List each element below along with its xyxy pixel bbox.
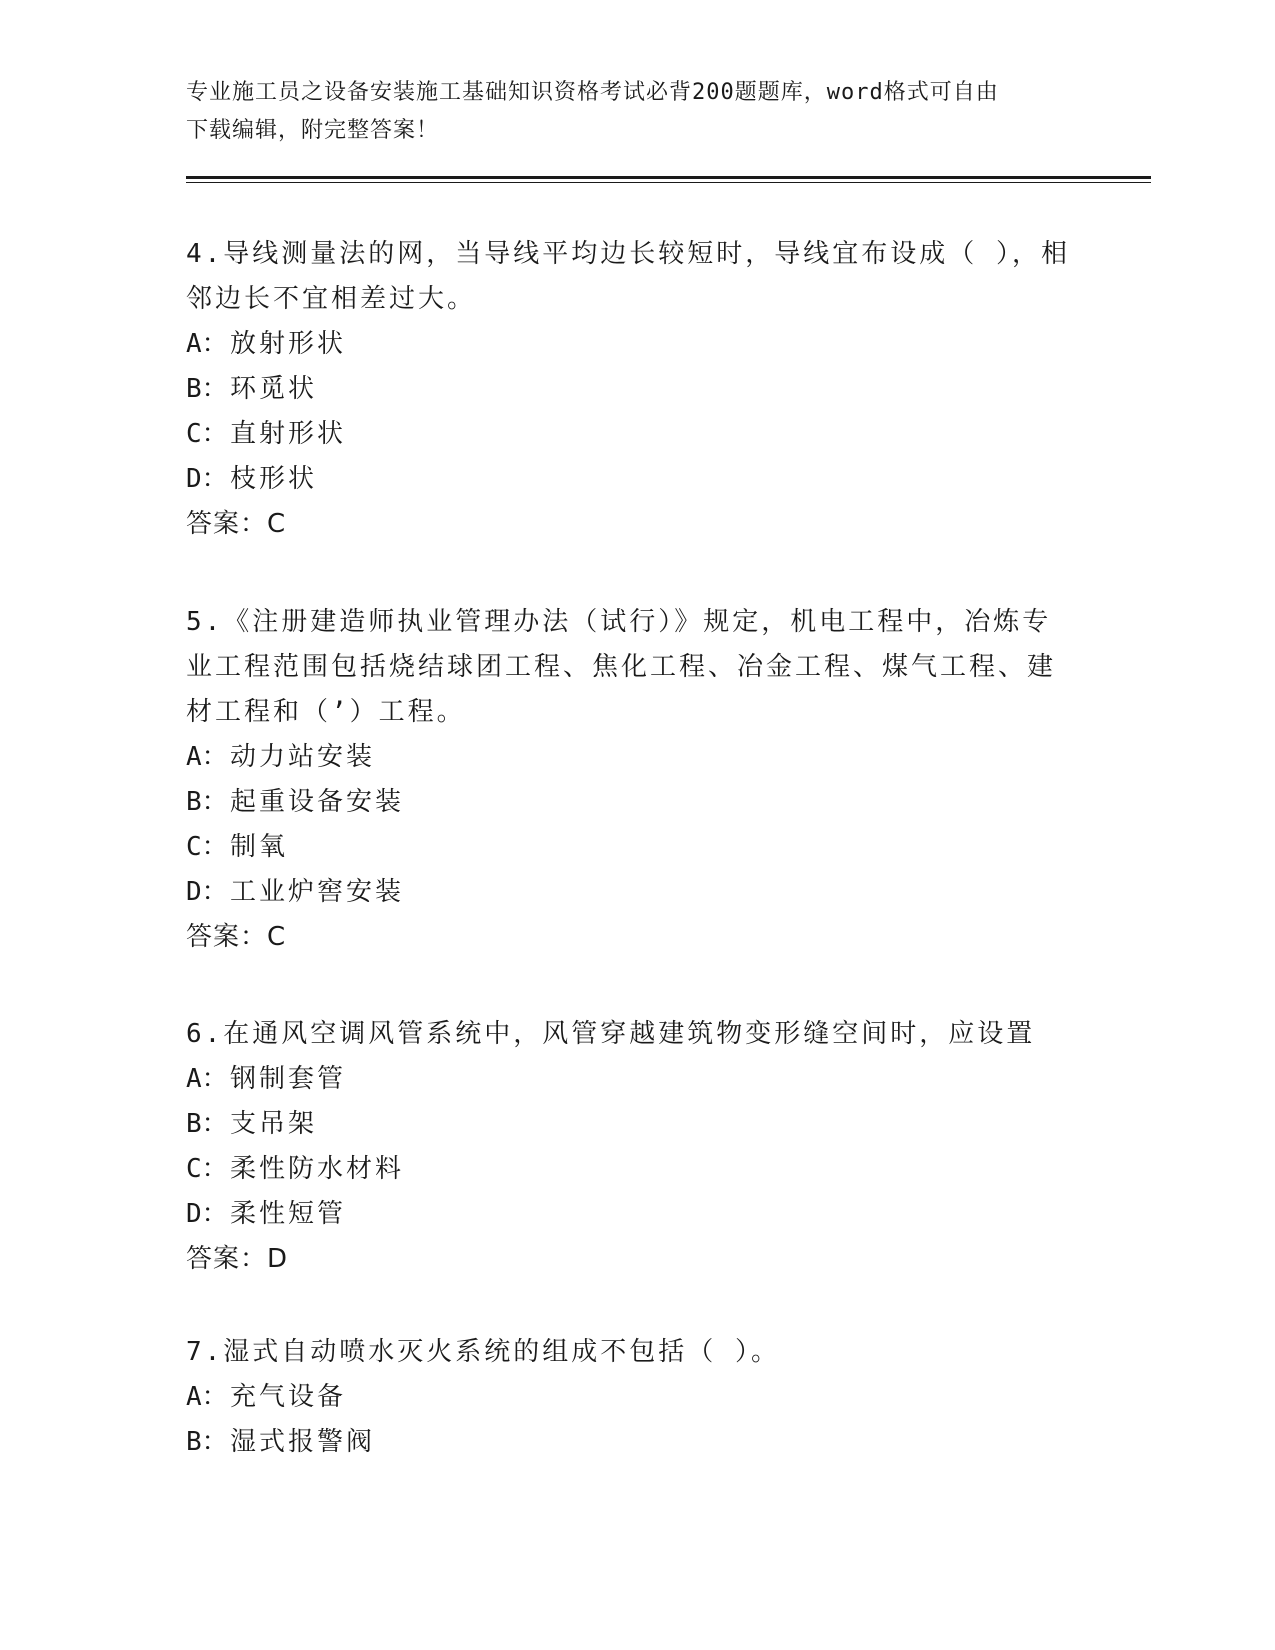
question-text-line: 5.《注册建造师执业管理办法（试行）》规定，机电工程中，冶炼专 (186, 607, 1052, 637)
header-title-line-2: 下载编辑，附完整答案！ (186, 118, 440, 143)
option-text: 环觅状 (230, 374, 318, 404)
question-text-line: 6.在通风空调风管系统中，风管穿越建筑物变形缝空间时，应设置 (186, 1019, 1036, 1049)
option-key: C： (186, 419, 228, 449)
option-a (186, 735, 1086, 780)
question-text-line: 4.导线测量法的网，当导线平均边长较短时，导线宜布设成（ ），相 (186, 239, 1070, 269)
question-5 (186, 600, 1086, 960)
option-key: B： (186, 1427, 228, 1457)
option-c (186, 1147, 1086, 1192)
question-text-line: 业工程范围包括烧结球团工程、焦化工程、冶金工程、煤气工程、建 (186, 652, 1057, 682)
option-key: B： (186, 1109, 228, 1139)
header-title-line-1: 专业施工员之设备安装施工基础知识资格考试必背200题题库，word格式可自由 (186, 80, 999, 105)
option-text: 放射形状 (230, 329, 347, 359)
question-6 (186, 1012, 1086, 1282)
header-divider-thick (186, 176, 1151, 179)
option-c (186, 412, 1086, 457)
answer-line: 答案：C (186, 509, 287, 539)
option-key: A： (186, 329, 228, 359)
option-key: A： (186, 742, 228, 772)
question-text-line: 邻边长不宜相差过大。 (186, 284, 477, 314)
option-d (186, 870, 1086, 915)
question-text-line: 7.湿式自动喷水灭火系统的组成不包括（ ）。 (186, 1337, 780, 1367)
option-text: 柔性防水材料 (230, 1154, 405, 1184)
option-key: A： (186, 1382, 228, 1412)
option-text: 充气设备 (230, 1382, 347, 1412)
option-text: 直射形状 (230, 419, 347, 449)
option-a (186, 322, 1086, 367)
option-text: 湿式报警阀 (230, 1427, 376, 1457)
answer-line: 答案：D (186, 1244, 289, 1274)
option-d (186, 1192, 1086, 1237)
question-7 (186, 1330, 1086, 1465)
option-key: B： (186, 787, 228, 817)
option-text: 动力站安装 (230, 742, 376, 772)
option-text: 制氧 (230, 832, 289, 862)
option-key: D： (186, 464, 228, 494)
option-key: D： (186, 1199, 228, 1229)
option-key: C： (186, 1154, 228, 1184)
option-d (186, 457, 1086, 502)
option-text: 支吊架 (230, 1109, 318, 1139)
option-c (186, 825, 1086, 870)
option-text: 工业炉窖安装 (230, 877, 405, 907)
option-key: A： (186, 1064, 228, 1094)
option-key: B： (186, 374, 228, 404)
option-b (186, 1102, 1086, 1147)
option-a (186, 1057, 1086, 1102)
header-divider-thin (186, 182, 1151, 183)
option-text: 柔性短管 (230, 1199, 347, 1229)
question-4 (186, 232, 1086, 547)
document-header (186, 74, 1066, 150)
option-b (186, 1420, 1086, 1465)
question-text-line: 材工程和（’）工程。 (186, 697, 466, 727)
option-text: 钢制套管 (230, 1064, 347, 1094)
option-b (186, 780, 1086, 825)
option-key: D： (186, 877, 228, 907)
option-text: 起重设备安装 (230, 787, 405, 817)
option-a (186, 1375, 1086, 1420)
option-b (186, 367, 1086, 412)
answer-line: 答案：C (186, 922, 287, 952)
option-key: C： (186, 832, 228, 862)
option-text: 枝形状 (230, 464, 318, 494)
